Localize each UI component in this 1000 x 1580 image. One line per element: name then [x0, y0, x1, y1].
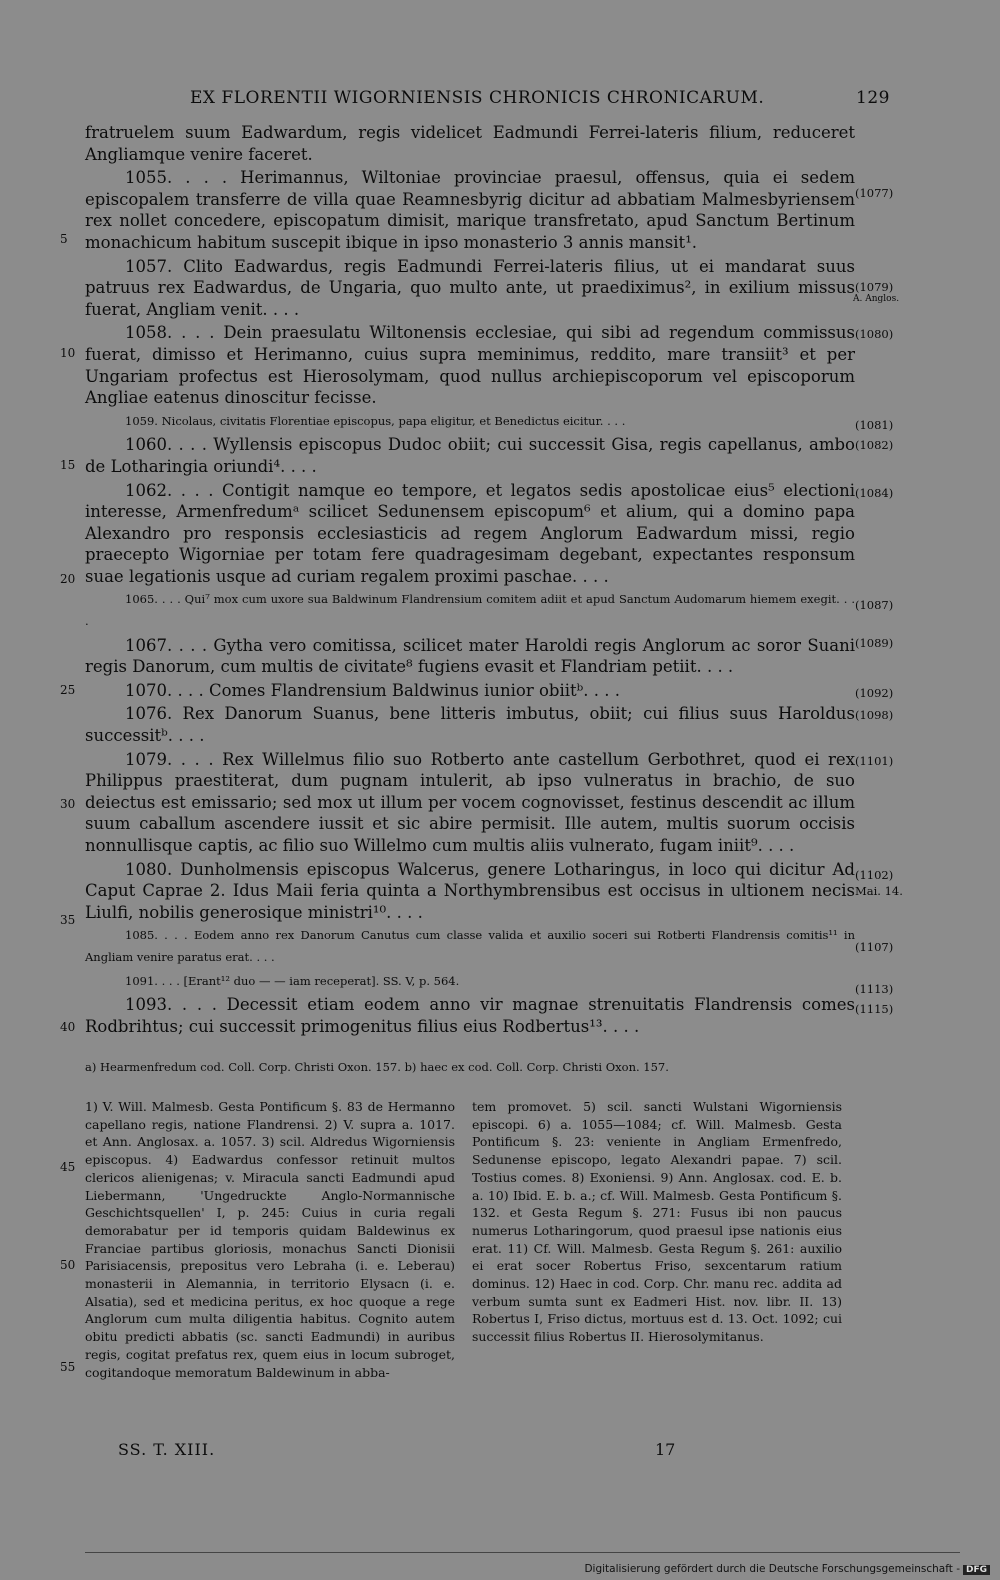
- margin-ref: (1102): [855, 868, 894, 882]
- text-paragraph: 1091. . . . [Erant¹² duo — — iam receperat]. SS. V, p. 564.: [125, 973, 460, 988]
- text-paragraph: 1058. . . . Dein praesulatu Wiltonensis ecclesiae, qui sibi ad regendum commissus fuerat, dimisso et Herimanno, cuius supra meminimus, reddito, mare transiit³ et per Ungariam profectus est Hierosolymam, quod nullus archiepiscoporum vel episcoporum Angliae eatenus dinoscitur fecisse.: [85, 323, 855, 408]
- variant-readings: a) Hearmenfredum cod. Coll. Corp. Christi Oxon. 157. b) haec ex cod. Coll. Corp. Christi Oxon. 157.: [85, 1060, 669, 1074]
- footnotes-left-column: 1) V. Will. Malmesb. Gesta Pontificum §. 83 de Hermanno capellano regis, natione Flandrensi. 2) V. supra a. 1017. et Ann. Anglosax. a. 1057. 3) scil. Aldredus Wigorniensis episcopus. 4) Eadwardus confessor retinuit multos clericos alienigenas; v. Miracula sancti Eadmundi apud Liebermann, 'Ungedruckte Anglo-Normannische Geschichtsquellen' I, p. 245: Cuius in curia regali demorabatur per id temporis quidam Baldewinus ex Franciae partibus gloriosis, monachus Sancti Dionisii Parisiacensis, prepositus vero Lebraha (i. e. Leberau) monasterii in Alemannia, in territorio Elysacn (i. e. Alsatia), sed et medicina peritus, ex hoc quoque a rege Anglorum cum multa diligentia habitus. Cognito autem obitu predicti abbatis (sc. sancti Eadmundi) in auribus regis, cogitat prefatus rex, quem eius in locum subroget, cogitandoque memoratum Baldewinum in abba-: [85, 1099, 455, 1380]
- margin-ref: A. Anglos.: [853, 294, 900, 304]
- header-title: EX FLORENTII WIGORNIENSIS CHRONICIS CHRONICARUM.: [190, 88, 765, 108]
- line-number: 25: [60, 683, 76, 697]
- margin-ref: (1079): [855, 280, 894, 294]
- main-text: [85, 122, 855, 1037]
- text-paragraph: 1076. Rex Danorum Suanus, bene litteris imbutus, obiit; cui filius suus Haroldus successitᵇ. . . .: [85, 704, 855, 746]
- margin-ref: (1089): [855, 636, 894, 650]
- text-paragraph: 1060. . . . Wyllensis episcopus Dudoc obiit; cui successit Gisa, regis capellanus, ambo de Lotharingia oriundi⁴. . . .: [85, 435, 855, 476]
- margin-ref: (1107): [855, 940, 894, 954]
- margin-ref: (1077): [855, 186, 894, 200]
- signature-mark: SS. T. XIII.: [118, 1440, 216, 1459]
- line-number: 35: [60, 913, 76, 927]
- margin-ref: (1101): [855, 754, 894, 768]
- text-paragraph: 1059. Nicolaus, civitatis Florentiae episcopus, papa eligitur, et Benedictus eicitur. . . .: [125, 413, 626, 428]
- margin-ref: (1082): [855, 438, 894, 452]
- dfg-credit: [584, 1563, 990, 1575]
- footer-divider: [85, 1552, 960, 1553]
- text-paragraph: 1057. Clito Eadwardus, regis Eadmundi Ferrei-lateris filius, ut ei mandarat suus patruus rex Eadwardus, de Ungaria, quo multo ante, ut praediximus², in exilium missus fuerat, Angliam venit. . . .: [85, 256, 855, 319]
- margin-ref: (1080): [855, 327, 894, 341]
- margin-ref: (1084): [855, 486, 894, 500]
- text-paragraph: 1055. . . . Herimannus, Wiltoniae provinciae praesul, offensus, quia ei sedem episcopalem transferre de villa quae Reamnesbyrig dicitur ad abbatiam Malmesbyriensem rex nollet concedere, episcopatum dimisit, marique transfretato, apud Sanctum Bertinum monachicum habitum suscepit ibique in ipso monasterio 3 annis mansit¹.: [85, 168, 855, 252]
- text-paragraph: 1085. . . . Eodem anno rex Danorum Canutus cum classe valida et auxilio soceri sui Rotberti Flandrensis comitis¹¹ in Angliam venire paratus erat. . . .: [85, 928, 855, 964]
- margin-ref: (1098): [855, 708, 894, 722]
- text-paragraph: 1067. . . . Gytha vero comitissa, scilicet mater Haroldi regis Anglorum ac soror Suani regis Danorum, cum multis de civitate⁸ fugiens evasit et Flandriam petiit. . . .: [85, 635, 855, 677]
- text-paragraph: 1062. . . . Contigit namque eo tempore, et legatos sedis apostolicae eius⁵ electioni interesse, Armenfredumᵃ scilicet Sedunensem episcopum⁶ et alium, qui a domino papa Alexandro pro responsis ecclesiasticis ad regem Anglorum Eadwardum missi, regio praecepto Wigorniae per totam fere quadragesimam degebant, expectantes responsum suae legationis usque ad curiam regalem proximi paschae. . . .: [85, 480, 855, 586]
- margin-ref: (1115): [855, 1002, 894, 1016]
- line-number: 45: [60, 1160, 76, 1174]
- text-paragraph: 1080. Dunholmensis episcopus Walcerus, genere Lotharingus, in loco qui dicitur Ad Caput Caprae 2. Idus Maii feria quinta a Northymbrensibus est occisus in ultionem necis Liulfi, nobilis generosique ministri¹⁰. . . .: [85, 859, 855, 922]
- line-number: 55: [60, 1360, 76, 1374]
- line-number: 20: [60, 572, 76, 586]
- text-paragraph: 1070. . . . Comes Flandrensium Baldwinus iunior obiitᵇ. . . .: [125, 680, 620, 700]
- text-paragraph: 1093. . . . Decessit etiam eodem anno vir magnae strenuitatis Flandrensis comes Rodbrihtus; cui successit primogenitus filius eius Rodbertus¹³. . . .: [85, 995, 855, 1036]
- text-paragraph: fratruelem suum Eadwardum, regis videlicet Eadmundi Ferrei-lateris filium, reduceret Angliamque venire faceret.: [85, 123, 855, 164]
- margin-ref: (1113): [855, 982, 894, 996]
- line-number: 40: [60, 1020, 76, 1034]
- footnotes-right-column: tem promovet. 5) scil. sancti Wulstani Wigorniensis episcopi. 6) a. 1055—1084; cf. Will. Malmesb. Gesta Pontificum §. 23: veniente in Angliam Ermenfredo, Sedunense episcopo, legato Alexandri papae. 7) scil. Tostius comes. 8) Exoniensi. 9) Ann. Anglosax. cod. E. b. a. 10) Ibid. E. b. a.; cf. Will. Malmesb. Gesta Pontificum §. 132. et Gesta Regum §. 271: Fusus ibi non paucus numerus Lotharingorum, quod praesul ipse nationis eius erat. 11) Cf. Will. Malmesb. Gesta Regum §. 261: auxilio ei erat socer Robertus Friso, sexcentarum ratium dominus. 12) Haec in cod. Corp. Chr. manu rec. addita ad verbum sumta sunt ex Eadmeri Hist. nov. libr. II. 13) Robertus I, Friso dictus, mortuus est d. 13. Oct. 1092; cui successit filius Robertus II. Hierosolymitanus.: [472, 1099, 842, 1345]
- margin-ref: Mai. 14.: [855, 884, 903, 898]
- page-number: 129: [856, 88, 890, 108]
- line-number: 5: [60, 232, 68, 246]
- dfg-logo: DFG: [963, 1565, 990, 1575]
- text-paragraph: 1065. . . . Qui⁷ mox cum uxore sua Baldwinum Flandrensium comitem adiit et apud Sanctum Audomarum hiemem exegit. . . .: [85, 592, 855, 629]
- line-number: 15: [60, 458, 76, 472]
- dfg-credit-text: Digitalisierung gefördert durch die Deutsche Forschungsgemeinschaft -: [584, 1563, 960, 1575]
- margin-ref: (1092): [855, 686, 894, 700]
- margin-ref: (1081): [855, 418, 894, 432]
- text-paragraph: 1079. . . . Rex Willelmus filio suo Rotberto ante castellum Gerbothret, quod ei rex Philippus praestiterat, dum pugnam intulerit, ab ipso vulneratus in brachio, de suo deiectus est emissario; sed mox ut illum per vocem cognovisset, festinus descendit ac illum suum caballum ascendere iussit et sic abire permisit. Ille autem, multis suorum occisis nonnullisque captis, ac filio suo Willelmo cum multis aliis vulnerato, fugam iniit⁹. . . .: [85, 749, 855, 855]
- line-number: 30: [60, 797, 76, 811]
- line-number: 50: [60, 1258, 76, 1272]
- margin-ref: (1087): [855, 598, 894, 612]
- sheet-number: 17: [655, 1440, 676, 1459]
- line-number: 10: [60, 346, 76, 360]
